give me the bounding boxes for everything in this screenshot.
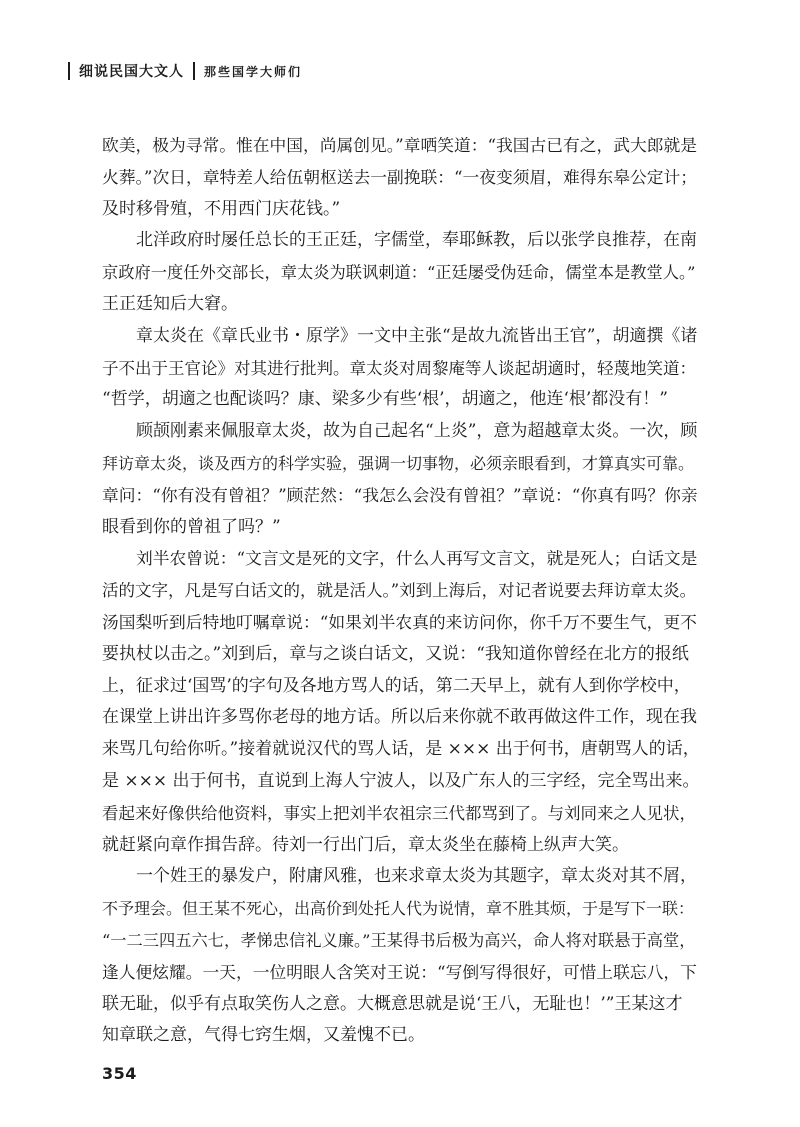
text-line: 要执杖以击之。”刘到后，章与之谈白话文，又说：“我知道你曾经在北方的报纸: [102, 643, 689, 664]
paragraph: [102, 543, 700, 861]
text-line: 汤国梨听到后特地叮嘱章说：“如果刘半农真的来访问你，你千万不要生气，更不: [102, 611, 697, 632]
header-separator-rule: [193, 62, 195, 80]
text-line: 眼看到你的曾祖了吗？”: [102, 516, 281, 537]
text-line: 欧美，极为寻常。惟在中国，尚属创见。”章哂笑道：“我国古已有之，武大郎就是: [102, 135, 698, 155]
text-line: 在课堂上讲出许多骂你老母的地方话。所以后来你就不敢再做这件工作，现在我: [102, 707, 697, 728]
text-line: “哲学，胡適之也配谈吗？康、梁多少有些‘根’，胡適之，他连‘根’都没有！”: [102, 389, 668, 410]
text-line: 知章联之意，气得七窍生烟，又羞愧不已。: [102, 1025, 425, 1046]
running-header: [68, 58, 302, 84]
paragraph: [102, 321, 700, 416]
text-line: 上，征求过‘国骂’的字句及各地方骂人的话，第二天早上，就有人到你学校中，: [102, 675, 691, 696]
header-left-rule: [68, 62, 70, 80]
text-line: 及时移骨殖，不用西门庆花钱。”: [102, 198, 341, 219]
text-line: 一个姓王的暴发户，附庸风雅，也来求章太炎为其题字，章太炎对其不屑，: [136, 866, 697, 887]
text-line: 王正廷知后大窘。: [102, 293, 238, 314]
text-line: 刘半农曾说：“文言文是死的文字，什么人再写文言文，就是死人；白话文是: [136, 548, 698, 569]
paragraph: [102, 225, 700, 320]
body-text: [102, 130, 700, 1052]
paragraph: [102, 130, 700, 225]
text-line: “一二三四五六七，孝悌忠信礼义廉。”王某得书后极为高兴，命人将对联悬于高堂，: [102, 930, 696, 950]
text-line: 是 ××× 出于何书，直说到上海人宁波人，以及广东人的三字经，完全骂出来。: [102, 770, 700, 791]
text-line: 来骂几句给你听。”接着就说汉代的骂人话，是 ××× 出于何书，唐朝骂人的话，: [102, 739, 700, 760]
text-line: 拜访章太炎，谈及西方的科学实验，强调一切事物，必须亲眼看到，才算真实可靠。: [102, 453, 695, 473]
text-line: 不予理会。但王某不死心，出高价到处托人代为说情，章不胜其烦，于是写下一联：: [102, 899, 695, 919]
page-number: 354: [102, 1064, 137, 1083]
book-title: 细说民国大文人: [79, 64, 184, 80]
text-line: 逢人便炫耀。一天，一位明眼人含笑对王说：“写倒写得很好，可惜上联忘八，下: [102, 961, 697, 982]
chapter-title: 那些国学大师们: [204, 64, 303, 79]
text-line: 就赶紧向章作揖告辞。待刘一行出门后，章太炎坐在藤椅上纵声大笑。: [102, 834, 629, 855]
text-line: 火葬。”次日，章特差人给伍朝枢送去一副挽联：“一夜变须眉，难得东皋公定计；: [102, 166, 698, 187]
text-line: 联无耻，似乎有点取笑伤人之意。大概意思就是说‘王八，无耻也！’”王某这才: [102, 993, 683, 1014]
paragraph: [102, 416, 700, 543]
text-line: 北洋政府时屡任总长的王正廷，字儒堂，奉耶稣教，后以张学良推荐，在南: [136, 230, 697, 251]
text-line: 顾颉刚素来佩服章太炎，故为自己起名“上炎”，意为超越章太炎。一次，顾: [136, 421, 698, 442]
text-line: 活的文字，凡是写白话文的，就是活人。”刘到上海后，对记者说要去拜访章太炎。: [102, 581, 697, 601]
paragraph: [102, 861, 700, 1052]
text-line: 看起来好像供给他资料，事实上把刘半农祖宗三代都骂到了。与刘同来之人见状，: [102, 803, 696, 823]
text-line: 子不出于王官论》对其进行批判。章太炎对周黎庵等人谈起胡適时，轻蔑地笑道：: [102, 358, 696, 378]
text-line: 章太炎在《章氏业书・原学》一文中主张“是故九流皆出王官”，胡適撰《诸: [136, 325, 698, 346]
text-line: 京政府一度任外交部长，章太炎为联讽刺道：“正廷屡受伪廷命，儒堂本是教堂人。”: [102, 263, 696, 283]
text-line: 章问：“你有没有曾祖？”顾茫然：“我怎么会没有曾祖？”章说：“你真有吗？你亲: [102, 484, 698, 505]
